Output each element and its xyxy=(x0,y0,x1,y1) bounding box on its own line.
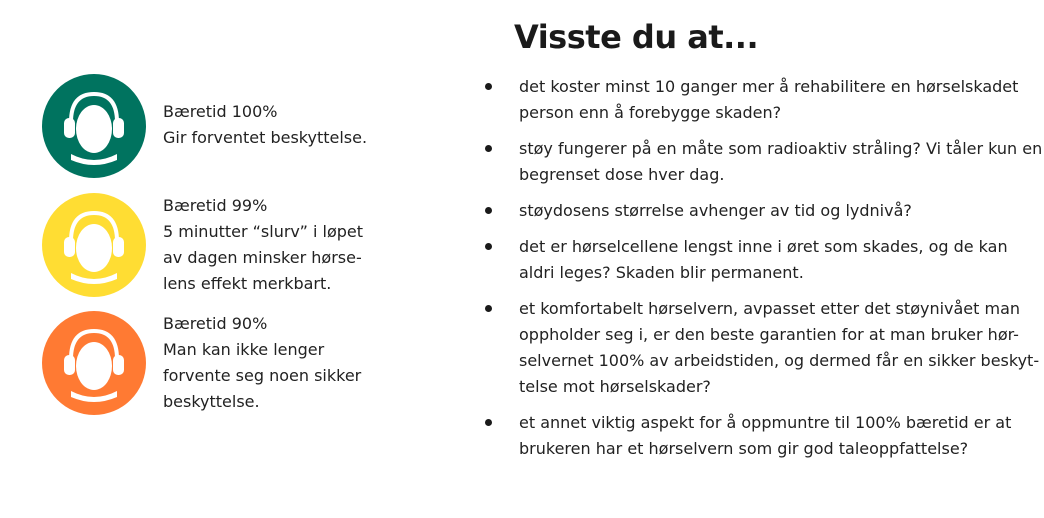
facts-list xyxy=(480,74,1043,472)
wear-level-description xyxy=(163,193,463,297)
fact-item xyxy=(480,296,1040,400)
bullet-icon xyxy=(485,145,492,152)
bullet-icon xyxy=(485,243,492,250)
fact-line: oppholder seg i, er den beste garantien for at man bruker hør- xyxy=(519,325,1019,344)
wear-level-line: Bæretid 99% xyxy=(163,196,268,215)
fact-line: selvernet 100% av arbeidstiden, og dermed får en sikker beskyt- xyxy=(519,351,1040,370)
fact-line: det koster minst 10 ganger mer å rehabilitere en hørselskadet xyxy=(519,77,1019,96)
bullet-icon xyxy=(485,207,492,214)
wear-time-panel xyxy=(0,0,480,518)
wear-level-line: forvente seg noen sikker xyxy=(163,366,362,385)
fact-item xyxy=(480,198,1040,224)
fact-line: det er hørselcellene lengst inne i øret som skades, og de kan xyxy=(519,237,1008,256)
bullet-icon xyxy=(485,419,492,426)
wear-level-description xyxy=(163,99,463,151)
wear-level-description xyxy=(163,311,463,415)
head-with-ear-protection-icon xyxy=(42,74,146,178)
head-with-ear-protection-icon xyxy=(42,311,146,415)
wear-level-line: Bæretid 100% xyxy=(163,102,278,121)
wear-level-line: Man kan ikke lenger xyxy=(163,340,325,359)
fact-line: brukeren har et hørselvern som gir god taleoppfattelse? xyxy=(519,439,969,458)
wear-level-line: Bæretid 90% xyxy=(163,314,268,333)
fact-line: person enn å forebygge skaden? xyxy=(519,103,782,122)
fact-item xyxy=(480,410,1040,462)
wear-level-line: av dagen minsker hørse- xyxy=(163,248,362,267)
fact-line: støydosens størrelse avhenger av tid og lydnivå? xyxy=(519,201,912,220)
fact-line: støy fungerer på en måte som radioaktiv stråling? Vi tåler kun en xyxy=(519,139,1043,158)
wear-level-line: lens effekt merkbart. xyxy=(163,274,332,293)
bullet-icon xyxy=(485,83,492,90)
head-with-ear-protection-icon xyxy=(42,193,146,297)
wear-level-line: 5 minutter “slurv” i løpet xyxy=(163,222,364,241)
wear-level-line: beskyttelse. xyxy=(163,392,260,411)
fact-item xyxy=(480,74,1040,126)
fact-item xyxy=(480,136,1043,188)
fact-line: et annet viktig aspekt for å oppmuntre til 100% bæretid er at xyxy=(519,413,1012,432)
facts-panel xyxy=(480,0,1044,518)
fact-item xyxy=(480,234,1040,286)
fact-line: begrenset dose hver dag. xyxy=(519,165,725,184)
page-title: Visste du at... xyxy=(514,18,759,56)
fact-line: telse mot hørselskader? xyxy=(519,377,711,396)
fact-line: et komfortabelt hørselvern, avpasset etter det støynivået man xyxy=(519,299,1021,318)
fact-line: aldri leges? Skaden blir permanent. xyxy=(519,263,804,282)
wear-level-line: Gir forventet beskyttelse. xyxy=(163,128,368,147)
bullet-icon xyxy=(485,305,492,312)
